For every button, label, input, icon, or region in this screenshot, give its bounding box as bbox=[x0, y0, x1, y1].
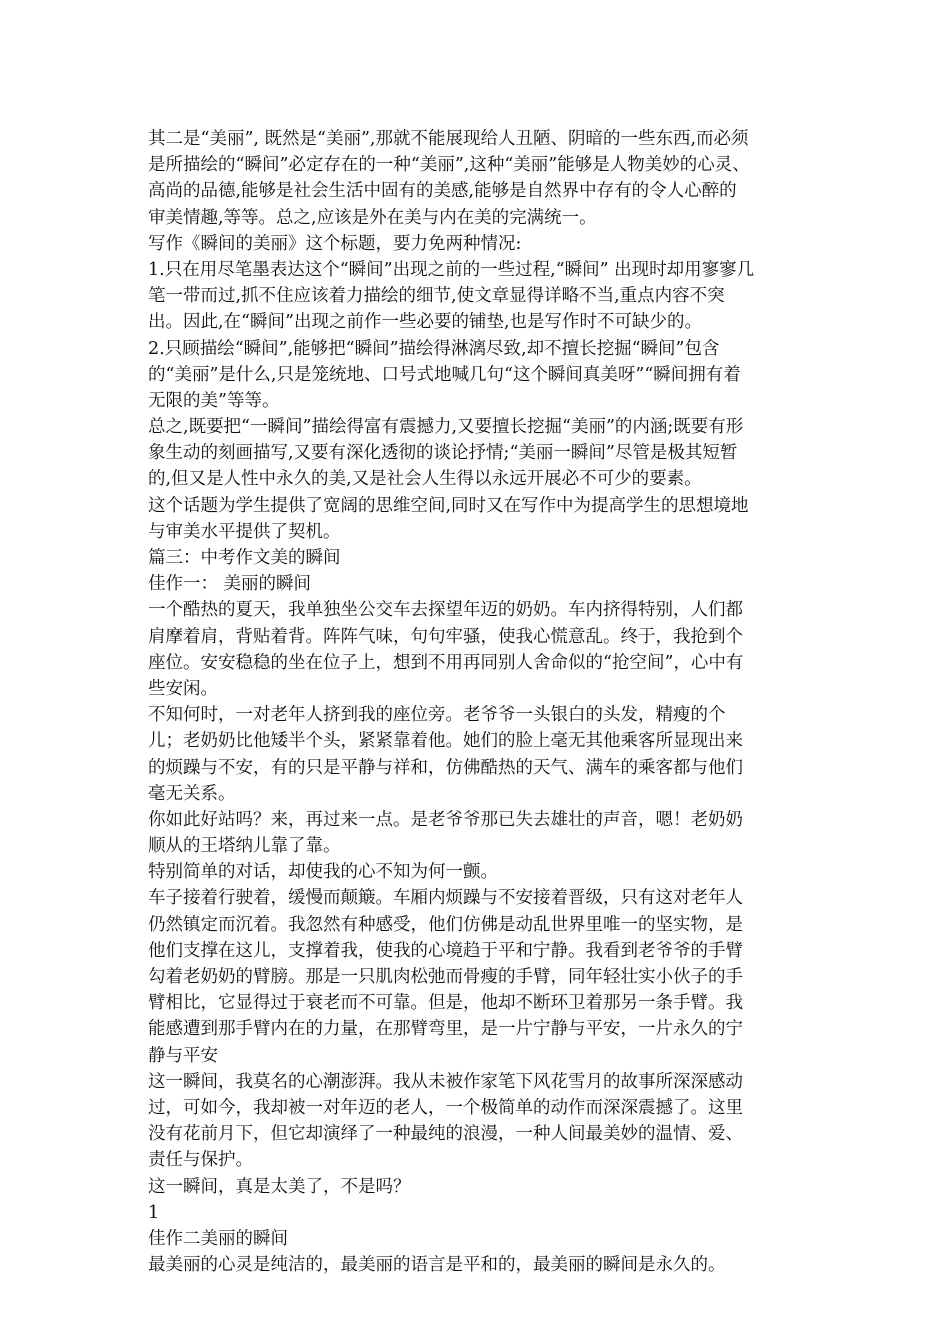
text-line: 其二是“美丽”, 既然是“美丽”,那就不能展现给人丑陋、阴暗的一些东西,而必须 bbox=[148, 129, 749, 149]
text-line: 的烦躁与不安，有的只是平静与祥和，仿佛酷热的天气、满车的乘客都与他们 bbox=[148, 757, 743, 778]
text-line: 毫无关系。 bbox=[148, 783, 236, 804]
text-line: 不知何时，一对老年人挤到我的座位旁。老爷爷一头银白的头发，精瘦的个 bbox=[148, 705, 726, 726]
text-line: 过，可如今，我却被一对年迈的老人，一个极简单的动作而深深震撼了。这里 bbox=[148, 1097, 743, 1118]
text-line: 1.只在用尽笔墨表达这个“瞬间”出现之前的一些过程,“瞬间” 出现时却用寥寥几 bbox=[148, 259, 755, 280]
text-line: 些安闲。 bbox=[148, 678, 218, 699]
section-heading: 篇三：中考作文美的瞬间 bbox=[148, 548, 341, 568]
text-line: 座位。安安稳稳的坐在位子上，想到不用再同别人舍命似的“抢空间”，心中有 bbox=[148, 652, 744, 673]
text-line: 静与平安 bbox=[148, 1045, 218, 1066]
essay-title: 佳作一： 美丽的瞬间 bbox=[148, 574, 312, 595]
text-line: 勾着老奶奶的臂膀。那是一只肌肉松弛而骨瘦的手臂，同年轻壮实小伙子的手 bbox=[148, 967, 743, 987]
text-line: 责任与保护。 bbox=[148, 1150, 253, 1171]
text-line: 无限的美”等等。 bbox=[148, 390, 280, 411]
text-line: 顺从的王塔纳儿靠了靠。 bbox=[148, 836, 341, 857]
text-line: 臂相比，它显得过于衰老而不可靠。但是，他却不断环卫着那另一条手臂。我 bbox=[148, 993, 743, 1014]
text-line: 特别简单的对话，却使我的心不知为何一颤。 bbox=[148, 862, 498, 883]
text-line: 2.只顾描绘“瞬间”,能够把“瞬间”描绘得淋漓尽致,却不擅长挖掘“瞬间”包含 bbox=[148, 338, 720, 359]
text-line: 象生动的刻画描写,又要有深化透彻的谈论抒情;“美丽一瞬间”尽管是极其短暂 bbox=[148, 443, 738, 464]
essay-title: 佳作二美丽的瞬间 bbox=[148, 1228, 288, 1249]
text-line: 审美情趣,等等。总之,应该是外在美与内在美的完满统一。 bbox=[148, 207, 597, 228]
text-line: 仍然镇定而沉着。我忽然有种感受，他们仿佛是动乱世界里唯一的坚实物，是 bbox=[148, 914, 743, 935]
text-line: 肩摩着肩，背贴着背。阵阵气味，句句牢骚，使我心慌意乱。终于，我抢到个 bbox=[148, 626, 743, 647]
text-line: 笔一带而过,抓不住应该着力描绘的细节,使文章显得详略不当,重点内容不突 bbox=[148, 286, 725, 307]
text-line: 的,但又是人性中永久的美,又是社会人生得以永远开展必不可少的要素。 bbox=[148, 469, 702, 490]
text-line: 一个酷热的夏天，我单独坐公交车去探望年迈的奶奶。车内挤得特别，人们都 bbox=[148, 600, 743, 621]
text-line: 的“美丽”是什么,只是笼统地、口号式地喊几句“这个瞬间真美呀”“瞬间拥有着 bbox=[148, 364, 741, 385]
text-line: 出。因此,在“瞬间”出现之前作一些必要的铺垫,也是写作时不可缺少的。 bbox=[148, 312, 703, 333]
text-line: 能感遭到那手臂内在的力量，在那臂弯里，是一片宁静与平安，一片永久的宁 bbox=[148, 1019, 743, 1040]
text-line: 与审美水平提供了契机。 bbox=[148, 521, 341, 542]
text-line: 写作《瞬间的美丽》这个标题，要力免两种情况: bbox=[148, 233, 522, 254]
text-line: 总之,既要把“一瞬间”描绘得富有震撼力,又要擅长挖掘“美丽”的内涵;既要有形 bbox=[148, 417, 744, 438]
text-line: 没有花前月下，但它却演绎了一种最纯的浪漫，一种人间最美妙的温情、爱、 bbox=[148, 1124, 743, 1145]
text-line: 他们支撑在这儿，支撑着我，使我的心境趋于平和宁静。我看到老爷爷的手臂 bbox=[148, 940, 743, 961]
text-line: 这个话题为学生提供了宽阔的思维空间,同时又在写作中为提高学生的思想境地 bbox=[148, 495, 749, 516]
text-line: 最美丽的心灵是纯洁的，最美丽的语言是平和的，最美丽的瞬间是永久的。 bbox=[148, 1255, 726, 1276]
text-line: 车子接着行驶着，缓慢而颠簸。车厢内烦躁与不安接着晋级，只有这对老年人 bbox=[148, 888, 743, 909]
page-number: 1 bbox=[148, 1202, 160, 1223]
text-line: 高尚的品德,能够是社会生活中固有的美感,能够是自然界中存有的令人心醉的 bbox=[148, 181, 737, 202]
document-body bbox=[148, 126, 810, 1278]
text-line: 儿；老奶奶比他矮半个头，紧紧靠着他。她们的脸上毫无其他乘客所显现出来 bbox=[148, 731, 743, 752]
text-line: 你如此好站吗？来，再过来一点。是老爷爷那已失去雄壮的声音，嗯！老奶奶 bbox=[148, 809, 743, 830]
text-line: 这一瞬间，我莫名的心潮澎湃。我从未被作家笔下风花雪月的故事所深深感动 bbox=[148, 1071, 743, 1092]
text-line: 是所描绘的“瞬间”必定存在的一种“美丽”,这种“美丽”能够是人物美妙的心灵、 bbox=[148, 155, 750, 176]
text-line: 这一瞬间，真是太美了，不是吗？ bbox=[148, 1176, 411, 1197]
